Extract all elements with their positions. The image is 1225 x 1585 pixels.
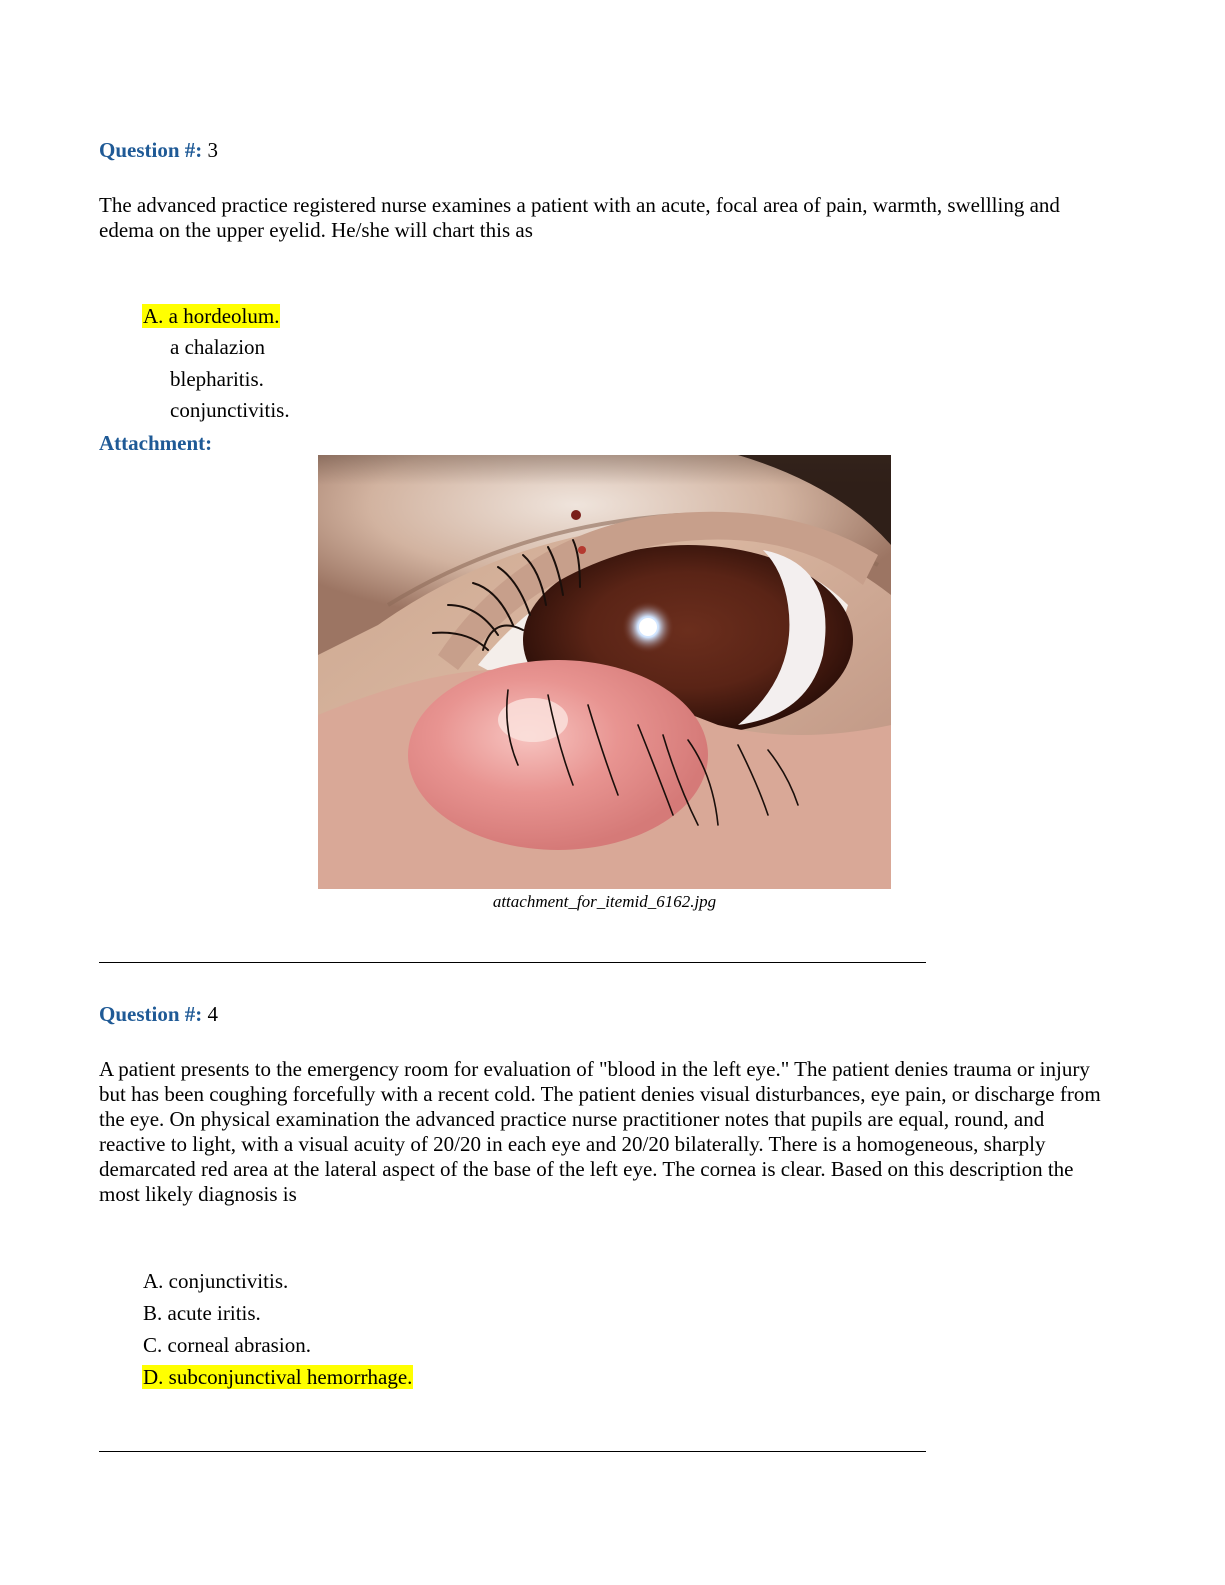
question-3-option-c: blepharitis.	[170, 367, 264, 391]
question-number: 4	[207, 1002, 219, 1026]
question-4-option-b: B. acute iritis.	[143, 1301, 261, 1325]
question-4-header	[99, 1001, 218, 1027]
question-label: Question #:	[99, 138, 203, 162]
attachment-label: Attachment:	[99, 431, 213, 455]
question-4-option-c: C. corneal abrasion.	[143, 1333, 311, 1357]
question-3-stem: The advanced practice registered nurse examines a patient with an acute, focal area of pain, warmth, swellling and edema on the upper eyelid. He/she will chart this as	[99, 193, 1060, 242]
question-number: 3	[207, 138, 219, 162]
correct-answer-highlight: A. a hordeolum.	[143, 304, 280, 328]
section-divider	[99, 1451, 926, 1452]
question-4-stem: A patient presents to the emergency room for evaluation of "blood in the left eye." The patient denies trauma or injury but has been coughing forcefully with a recent cold. The patient denies visual disturbances, eye pain, or discharge from the eye. On physical examination the advanced practice nurse practitioner notes that pupils are equal, round, and reactive to light, with a visual acuity of 20/20 in each eye and 20/20 bilaterally. There is a homogeneous, sharply demarcated red area at the lateral aspect of the base of the left eye. The cornea is clear. Based on this description the most likely diagnosis is	[99, 1057, 1101, 1206]
correct-answer-highlight: D. subconjunctival hemorrhage.	[143, 1365, 413, 1389]
question-3-option-d: conjunctivitis.	[170, 398, 290, 422]
question-3-option-b: a chalazion	[170, 335, 266, 359]
section-divider	[99, 962, 926, 963]
question-3-option-a	[142, 303, 280, 329]
eye-photo-image	[318, 455, 891, 889]
attachment-caption: attachment_for_itemid_6162.jpg	[492, 892, 717, 911]
question-4-option-a: A. conjunctivitis.	[143, 1269, 289, 1293]
question-3-header	[99, 137, 218, 163]
question-4-option-d	[142, 1364, 413, 1390]
question-label: Question #:	[99, 1002, 203, 1026]
